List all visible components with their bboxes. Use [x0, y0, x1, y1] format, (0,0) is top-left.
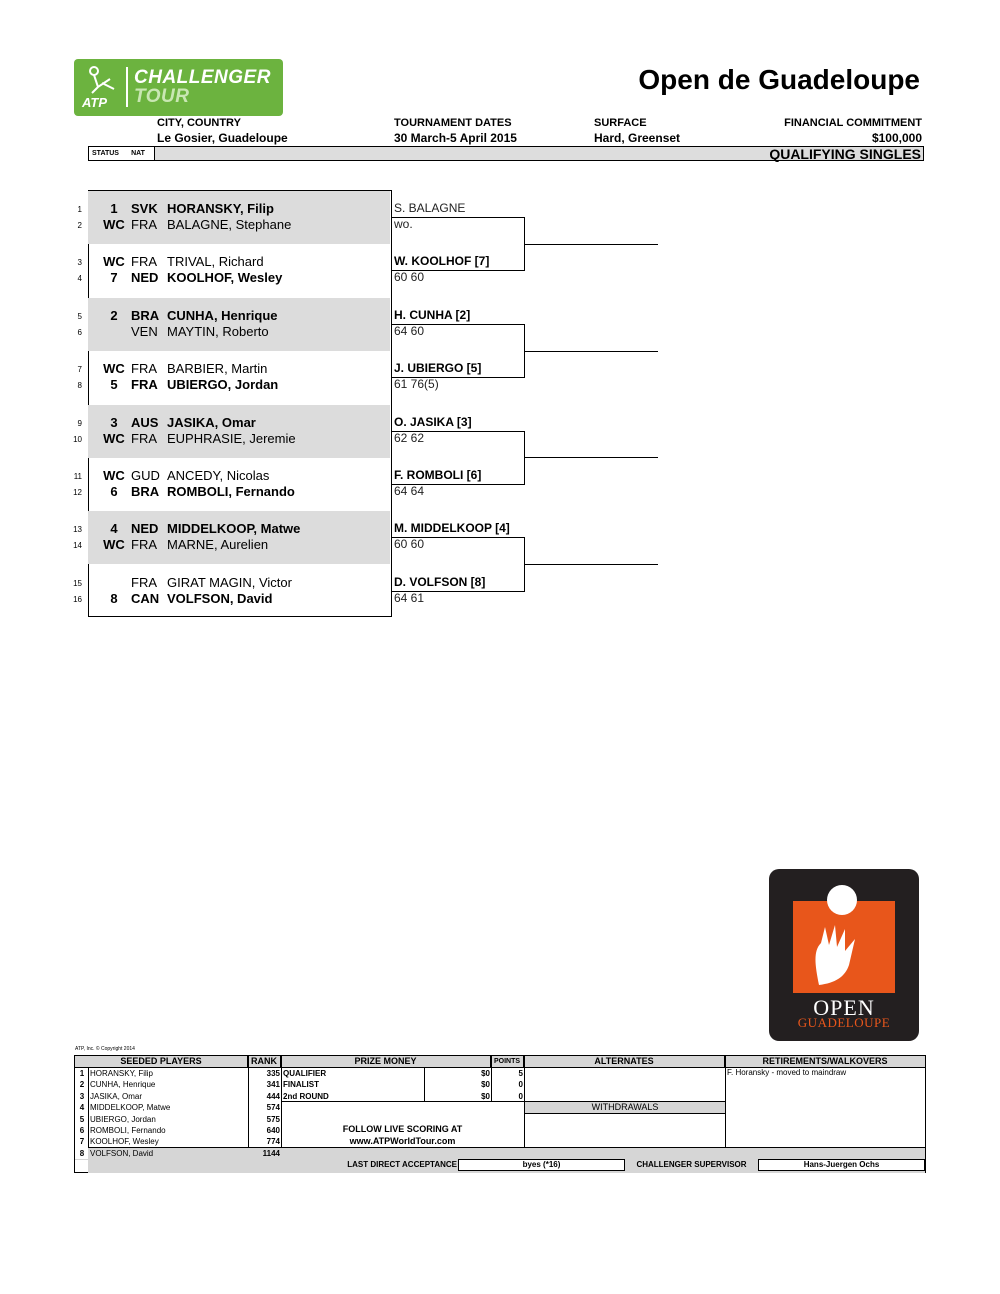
financial-label: FINANCIAL COMMITMENT — [784, 117, 922, 129]
supervisor-label: CHALLENGER SUPERVISOR — [636, 1160, 747, 1169]
retirement-entry: F. Horansky - moved to maindraw — [727, 1068, 847, 1077]
atp-challenger-logo — [74, 59, 283, 116]
seed-name: MIDDELKOOP, Matwe — [90, 1103, 171, 1113]
player-status: 3 — [110, 414, 118, 430]
withdrawals-header: WITHDRAWALS — [525, 1101, 725, 1114]
prize-round: QUALIFIER — [283, 1069, 327, 1078]
seed-name: JASIKA, Omar — [90, 1091, 143, 1101]
round1-winner: M. MIDDELKOOP [4] — [394, 521, 510, 536]
draw-position: 3 — [77, 258, 82, 268]
prize-money-header: PRIZE MONEY — [281, 1056, 491, 1067]
player-row — [70, 591, 390, 607]
seed-name: HORANSKY, Filip — [90, 1069, 153, 1078]
player-nation: BRA — [131, 484, 160, 499]
draw-position: 6 — [77, 327, 82, 337]
player-name: ANCEDY, Nicolas — [167, 468, 270, 483]
player-name: VOLFSON, David — [167, 590, 273, 606]
round1-winner: S. BALAGNE — [394, 201, 466, 215]
player-status: 1 — [110, 201, 118, 216]
player-name: BARBIER, Martin — [167, 361, 268, 377]
player-nation: FRA — [131, 254, 157, 270]
player-nation: FRA — [131, 377, 158, 393]
draw-position: 2 — [77, 221, 82, 230]
round1-score: 64 60 — [394, 323, 425, 338]
logo-word-challenger: CHALLENGER — [134, 67, 271, 88]
player-status: 6 — [110, 484, 118, 499]
prize-points: 5 — [518, 1069, 523, 1078]
draw-position: 11 — [73, 472, 82, 481]
player-nation: NED — [131, 521, 159, 537]
player-status: 4 — [110, 521, 118, 537]
player-name: GIRAT MAGIN, Victor — [167, 574, 292, 590]
player-nation: VEN — [131, 323, 158, 339]
player-status: 2 — [110, 307, 118, 323]
alternates-header: ALTERNATES — [524, 1056, 725, 1067]
player-status: WC — [103, 537, 125, 553]
draw-title: QUALIFYING SINGLES — [769, 146, 921, 162]
round1-score: 62 62 — [394, 430, 425, 445]
player-name: JASIKA, Omar — [167, 414, 256, 430]
player-nation: NED — [131, 270, 159, 286]
player-status: 5 — [110, 377, 118, 393]
player-status: WC — [103, 361, 125, 377]
player-status: 7 — [110, 270, 118, 286]
player-status: 8 — [110, 590, 118, 606]
player-row — [70, 575, 390, 591]
round1-score: wo. — [394, 217, 413, 231]
financial-value: $100,000 — [871, 131, 922, 145]
round2-line — [524, 244, 658, 245]
seed-number: 5 — [79, 1114, 85, 1124]
prize-money: $0 — [481, 1080, 490, 1090]
draw-position: 4 — [77, 274, 82, 284]
seed-rank: 575 — [266, 1114, 280, 1124]
retirements-header: RETIREMENTS/WALKOVERS — [725, 1056, 925, 1067]
seed-rank: 640 — [266, 1126, 280, 1135]
round2-line — [524, 457, 658, 458]
round1-winner: O. JASIKA [3] — [394, 414, 472, 429]
footer-line — [88, 1067, 89, 1159]
player-name: TRIVAL, Richard — [167, 254, 264, 270]
draw-bottom-line — [88, 616, 391, 617]
player-status: WC — [103, 217, 125, 232]
dates-value: 30 March-5 April 2015 — [394, 131, 517, 145]
seed-number: 1 — [79, 1069, 85, 1078]
seed-rank: 335 — [266, 1069, 280, 1078]
player-row — [70, 270, 390, 286]
player-row — [70, 217, 390, 233]
logo-word-atp: ATP — [82, 95, 108, 110]
prize-round: FINALIST — [283, 1080, 319, 1090]
status-header: STATUS — [89, 147, 123, 160]
draw-right-line — [391, 190, 392, 617]
draw-position: 7 — [77, 365, 82, 375]
surface-label: SURFACE — [594, 117, 647, 129]
nat-header: NAT — [122, 147, 155, 160]
player-nation: FRA — [131, 217, 157, 232]
player-status: WC — [103, 254, 125, 270]
seed-rank: 774 — [266, 1137, 280, 1147]
page-title: Open de Guadeloupe — [638, 64, 920, 95]
points-header: POINTS — [491, 1056, 524, 1067]
logo-word-tour: TOUR — [134, 86, 190, 107]
player-name: EUPHRASIE, Jeremie — [167, 430, 296, 446]
city-value: Le Gosier, Guadeloupe — [157, 131, 288, 145]
prize-round: 2nd ROUND — [283, 1091, 329, 1101]
player-name: CUNHA, Henrique — [167, 307, 278, 323]
seed-number: 4 — [79, 1103, 85, 1113]
draw-position: 5 — [77, 311, 82, 321]
player-nation: CAN — [131, 590, 160, 606]
round2-line — [524, 351, 658, 352]
prize-money: $0 — [481, 1091, 490, 1101]
seed-number: 3 — [79, 1091, 85, 1101]
follow-scoring-text: FOLLOW LIVE SCORING AT — [342, 1124, 463, 1134]
draw-position: 13 — [73, 525, 82, 535]
draw-position: 10 — [73, 434, 82, 444]
tennis-ball-icon — [827, 885, 857, 915]
seed-rank: 574 — [266, 1103, 280, 1113]
copyright: ATP, Inc. © Copyright 2014 — [75, 1046, 135, 1052]
supervisor-value: Hans-Juergen Ochs — [758, 1159, 925, 1171]
draw-header-bar — [88, 146, 924, 161]
draw-position: 9 — [77, 418, 82, 428]
draw-position: 16 — [73, 594, 82, 604]
round1-winner: J. UBIERGO [5] — [394, 361, 482, 376]
draw-position: 1 — [77, 205, 82, 214]
player-name: MAYTIN, Roberto — [167, 323, 269, 339]
player-row — [70, 484, 390, 500]
prize-money: $0 — [481, 1069, 490, 1078]
city-label: CITY, COUNTRY — [157, 117, 241, 129]
player-status: WC — [103, 468, 125, 483]
player-name: HORANSKY, Filip — [167, 201, 274, 216]
rank-header: RANK — [248, 1056, 281, 1067]
player-row — [70, 537, 390, 553]
player-name: KOOLHOF, Wesley — [167, 270, 283, 286]
seed-name: CUNHA, Henrique — [90, 1080, 156, 1090]
seed-name: VOLFSON, David — [90, 1148, 154, 1158]
hand-icon — [809, 921, 869, 987]
player-row — [70, 201, 390, 217]
last-direct-acceptance-label: LAST DIRECT ACCEPTANCE — [347, 1160, 457, 1169]
follow-scoring-url[interactable]: www.ATPWorldTour.com — [349, 1136, 456, 1146]
player-row — [70, 361, 390, 377]
player-nation: FRA — [131, 430, 157, 446]
player-nation: BRA — [131, 307, 160, 323]
player-row — [70, 431, 390, 447]
round2-line — [524, 564, 658, 565]
player-nation: AUS — [131, 414, 159, 430]
player-nation: GUD — [131, 468, 160, 483]
seed-number: 7 — [79, 1137, 85, 1147]
seed-number: 6 — [79, 1126, 85, 1135]
player-row — [70, 324, 390, 340]
seed-rank: 444 — [266, 1091, 280, 1101]
player-name: MARNE, Aurelien — [167, 537, 269, 553]
last-direct-acceptance-value: byes (*16) — [458, 1159, 625, 1171]
round1-score: 60 60 — [394, 270, 425, 285]
draw-position: 15 — [73, 578, 82, 588]
player-nation: FRA — [131, 574, 157, 590]
player-silhouette-icon — [84, 65, 120, 95]
seed-rank: 341 — [266, 1080, 280, 1090]
player-nation: SVK — [131, 201, 158, 216]
open-guadeloupe-logo — [769, 869, 919, 1041]
round1-winner: D. VOLFSON [8] — [394, 574, 486, 589]
player-nation: FRA — [131, 361, 157, 377]
seed-name: KOOLHOF, Wesley — [90, 1137, 159, 1147]
footer-line — [725, 1056, 726, 1147]
player-name: UBIERGO, Jordan — [167, 377, 279, 393]
player-row — [70, 415, 390, 431]
player-row — [70, 468, 390, 484]
player-nation: FRA — [131, 537, 157, 553]
logo-separator — [126, 67, 128, 107]
dates-label: TOURNAMENT DATES — [394, 117, 512, 129]
player-name: ROMBOLI, Fernando — [167, 484, 295, 499]
round1-score: 64 64 — [394, 484, 425, 498]
player-status: WC — [103, 430, 125, 446]
player-name: MIDDELKOOP, Matwe — [167, 521, 301, 537]
seed-name: UBIERGO, Jordan — [90, 1114, 156, 1124]
round1-winner: F. ROMBOLI [6] — [394, 468, 482, 482]
player-row — [70, 308, 390, 324]
seed-number: 8 — [79, 1148, 85, 1158]
round1-winner: H. CUNHA [2] — [394, 307, 471, 322]
round1-score: 64 61 — [394, 590, 425, 605]
draw-position: 8 — [77, 381, 82, 391]
seeded-players-header: SEEDED PLAYERS — [75, 1056, 248, 1067]
player-row — [70, 254, 390, 270]
player-row — [70, 521, 390, 537]
prize-points: 0 — [518, 1091, 523, 1101]
draw-position: 14 — [73, 541, 82, 551]
logo-open-text: OPEN — [813, 995, 875, 1020]
round1-winner: W. KOOLHOF [7] — [394, 254, 490, 269]
draw-position: 12 — [73, 488, 82, 497]
player-name: BALAGNE, Stephane — [167, 217, 292, 232]
seed-name: ROMBOLI, Fernando — [90, 1126, 166, 1135]
round1-score: 61 76(5) — [394, 377, 439, 392]
round1-score: 60 60 — [394, 537, 425, 552]
logo-guadeloupe-text: GUADELOUPE — [797, 1015, 891, 1030]
player-row — [70, 377, 390, 393]
seed-number: 2 — [79, 1080, 85, 1090]
surface-value: Hard, Greenset — [594, 131, 681, 145]
seed-rank: 1144 — [262, 1148, 280, 1158]
prize-points: 0 — [518, 1080, 523, 1090]
